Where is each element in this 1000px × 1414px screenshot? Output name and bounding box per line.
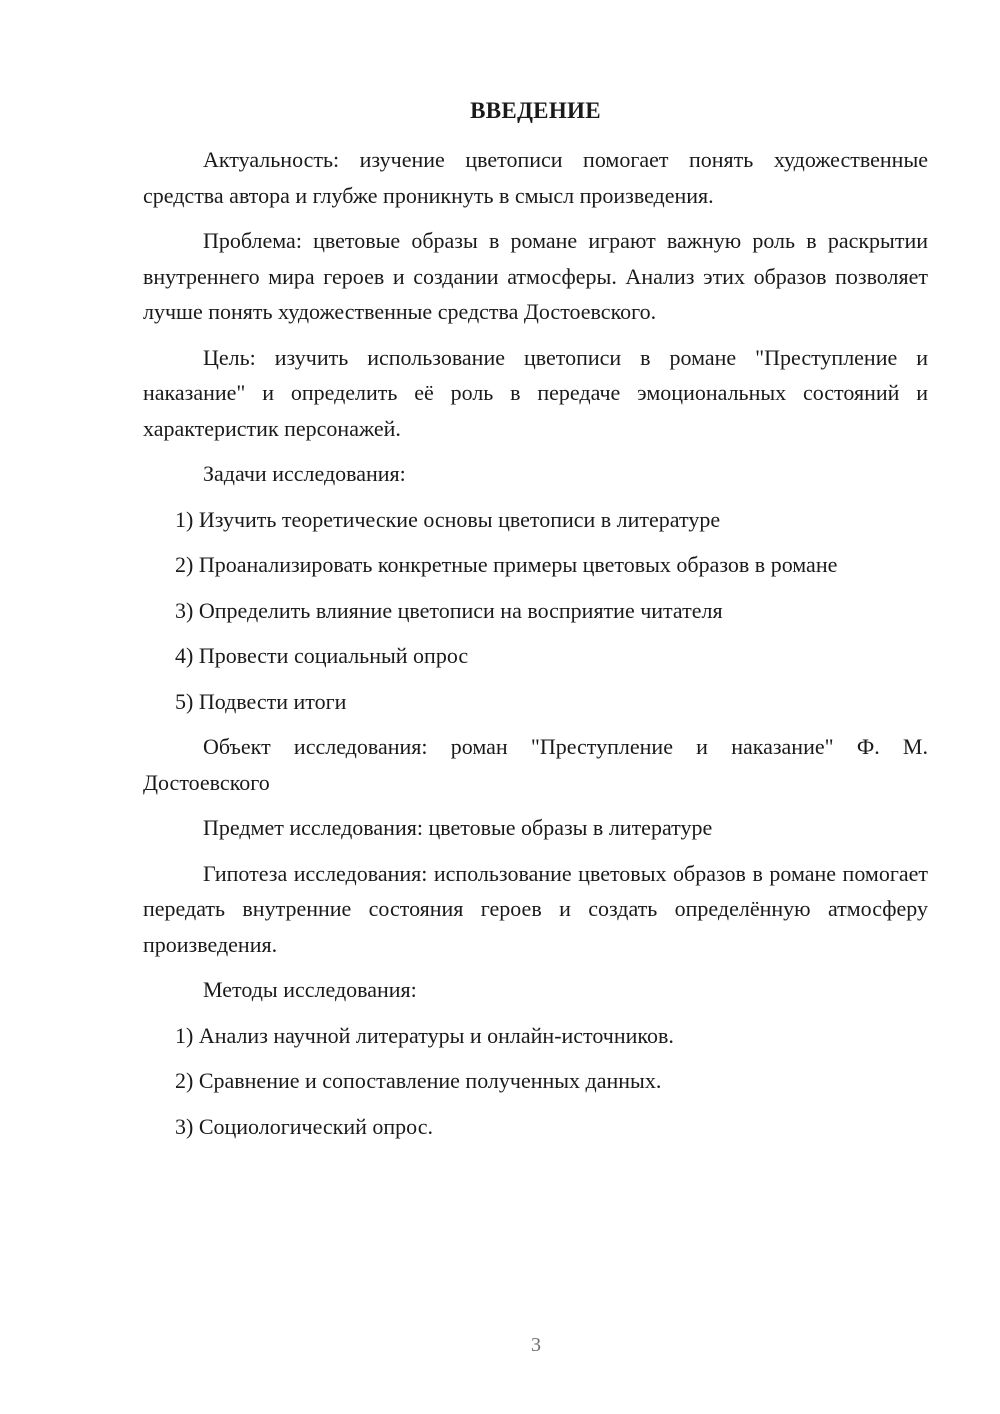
page-number: 3 [531,1334,541,1356]
method-item: 2) Сравнение и сопоставление полученных данных. [175,1068,662,1093]
paragraph-hypothesis: Гипотеза исследования: использование цветовых образов в романе помогает передать внутренние состояния героев и создать определённую атмосферу произведения. [143,860,928,957]
paragraph-tasks-heading: Задачи исследования: [203,461,406,486]
task-item: 2) Проанализировать конкретные примеры цветовых образов в романе [175,552,838,577]
method-item: 3) Социологический опрос. [175,1113,433,1139]
paragraph-problem: Проблема: цветовые образы в романе играют важную роль в раскрытии внутреннего мира героев и создании атмосферы. Анализ этих образов позволяет лучше понять художественные средства Достоевского. [143,228,928,324]
paragraph-relevance: Актуальность: изучение цветописи помогает понять художественные средства автора и глубже проникнуть в смысл произведения. [143,147,928,208]
paragraph-object: Объект исследования: роман "Преступление и наказание" Ф. М. Достоевского [143,734,928,795]
task-item: 3) Определить влияние цветописи на восприятие читателя [175,597,723,623]
paragraph-methods-heading: Методы исследования: [203,977,417,1002]
paragraph-goal: Цель: изучить использование цветописи в романе "Преступление и наказание" и определить её роль в передаче эмоциональных состояний и характеристик персонажей. [143,344,928,441]
paragraph-subject: Предмет исследования: цветовые образы в литературе [203,815,713,840]
task-item: 1) Изучить теоретические основы цветописи в литературе [175,506,721,532]
task-item: 4) Провести социальный опрос [175,643,469,668]
section-title: ВВЕДЕНИЕ [470,98,601,123]
method-item: 1) Анализ научной литературы и онлайн-источников. [175,1022,674,1048]
page-body [143,96,928,1154]
task-item: 5) Подвести итоги [175,688,347,714]
